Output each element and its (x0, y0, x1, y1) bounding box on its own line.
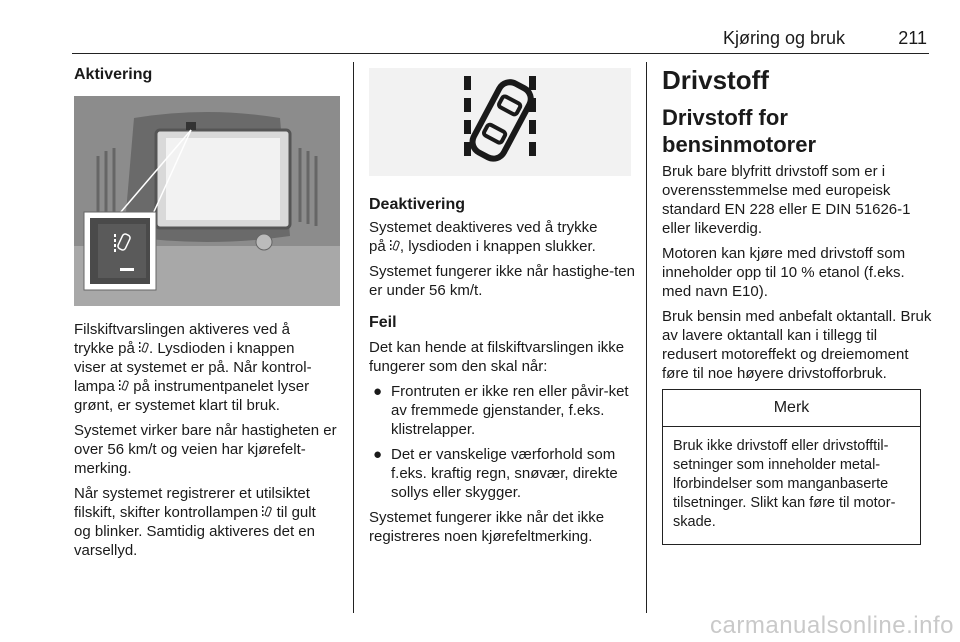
text-line: Når systemet registrerer et utilsiktet (74, 485, 310, 502)
column-divider-1 (353, 62, 354, 613)
text-line: og blinker. Samtidig aktiveres det en (74, 523, 315, 540)
paragraph-deactivation (369, 218, 637, 256)
column-2 (369, 62, 637, 552)
lane-departure-icon (119, 380, 129, 392)
note-box (662, 389, 921, 545)
fault-list (369, 382, 637, 502)
text-line: trykke på (74, 340, 135, 357)
heading-deaktivering: Deaktivering (369, 196, 466, 213)
column-3 (662, 62, 932, 545)
heading-drivstoff: Drivstoff (662, 65, 769, 95)
text-line: på (369, 238, 386, 255)
lane-departure-icon (390, 240, 400, 252)
column-1 (74, 62, 342, 566)
paragraph-speed-condition: Systemet virker bare når hastigheten er over 56 km/t og veien har kjørefelt-merking. (74, 422, 337, 477)
heading-aktivering: Aktivering (74, 66, 153, 83)
text-line: lampa (74, 378, 115, 395)
paragraph-octane: Bruk bensin med anbefalt oktantall. Bruk av lavere oktantall kan i tillegg til redusert motoreffekt og dreiemoment føre til noe høyere drivstofforbruk. (662, 308, 932, 382)
list-item: ● Det er vanskelige værforhold som f.eks. kraftig regn, snøvær, direkte sollys eller skygger. (373, 446, 618, 501)
list-item-text: Det er vanskelige værforhold som f.eks. kraftig regn, snøvær, direkte sollys eller skygger. (391, 446, 618, 501)
text-line: viser at systemet er på. Når kontrol- (74, 359, 312, 376)
text-line: filskift, skifter kontrollampen (74, 504, 259, 521)
paragraph-speed-limit: Systemet fungerer ikke når hastighe-ten er under 56 km/t. (369, 263, 635, 299)
text-line: . Lysdioden i knappen (149, 340, 295, 357)
paragraph-unleaded: Bruk bare blyfritt drivstoff som er i overensstemmelse med europeisk standard EN 228 eller E DIN 51626-1 eller likeverdig. (662, 163, 911, 237)
heading-feil: Feil (369, 314, 397, 331)
paragraph-fault-intro: Det kan hende at filskiftvarslingen ikke fungerer som den skal når: (369, 339, 625, 375)
page-number: 211 (898, 28, 927, 48)
section-title: Kjøring og bruk (722, 28, 845, 48)
list-item: ● Frontruten er ikke ren eller påvir-ket av fremmede gjenstander, f.eks. klistrelapper. (373, 383, 629, 438)
column-divider-2 (646, 62, 647, 613)
note-title: Merk (663, 390, 920, 427)
dashboard-photo (74, 96, 340, 306)
text-line: grønt, er systemet klart til bruk. (74, 397, 280, 414)
list-item-text: Frontruten er ikke ren eller påvir-ket av fremmede gjenstander, f.eks. klistrelapper. (391, 383, 629, 438)
lane-departure-icon (262, 506, 272, 518)
text-line: , lysdioden i knappen slukker. (399, 238, 596, 255)
text-line: Filskiftvarslingen aktiveres ved å (74, 321, 290, 338)
heading-petrol-fuel: Drivstoff for bensinmotorer (662, 105, 817, 157)
paragraph-ethanol: Motoren kan kjøre med drivstoff som inneholder opp til 10 % etanol (f.eks. med navn E10). (662, 245, 906, 300)
paragraph-activation (74, 320, 342, 415)
lane-assist-symbol (369, 68, 631, 176)
text-line: på instrumentpanelet lyser (133, 378, 310, 395)
paragraph-no-marking: Systemet fungerer ikke når det ikke registreres noen kjørefeltmerking. (369, 509, 605, 545)
lane-departure-icon (139, 342, 149, 354)
text-line: Systemet deaktiveres ved å trykke (369, 219, 598, 236)
text-line: varsellyd. (74, 542, 138, 559)
watermark: carmanualsonline.info (710, 612, 954, 639)
text-line: til gult (276, 504, 316, 521)
page-header (72, 28, 929, 54)
note-text: Bruk ikke drivstoff eller drivstofftil-setninger som inneholder metal-lforbindelser som manganbaserte tilsetninger. Slikt kan føre til motor-skade. (673, 438, 896, 530)
paragraph-warning (74, 484, 342, 560)
